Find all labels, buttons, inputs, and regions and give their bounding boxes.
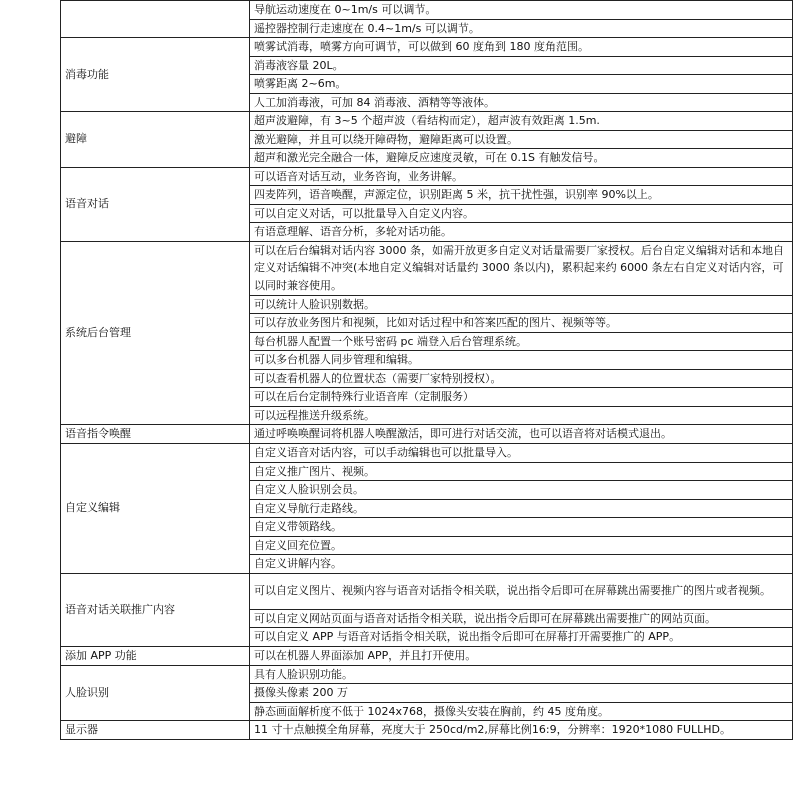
table-row — [61, 573, 793, 609]
spec-item-cell: 自定义人脸识别会员。 — [250, 481, 793, 500]
category-cell — [61, 1, 250, 38]
spec-item-cell: 可以自定义对话，可以批量导入自定义内容。 — [250, 204, 793, 223]
spec-item-cell: 可以远程推送升级系统。 — [250, 406, 793, 425]
category-cell: 显示器 — [61, 721, 250, 740]
spec-item-cell: 消毒液容量 20L。 — [250, 56, 793, 75]
category-cell: 添加 APP 功能 — [61, 646, 250, 665]
table-row — [61, 112, 793, 131]
spec-table — [60, 0, 793, 740]
table-row — [61, 646, 793, 665]
spec-item-cell: 通过呼唤唤醒词将机器人唤醒激活，即可进行对话交流，也可以语音将对话模式退出。 — [250, 425, 793, 444]
spec-item-cell: 可以语音对话互动，业务咨询，业务讲解。 — [250, 167, 793, 186]
spec-item-cell: 自定义推广图片、视频。 — [250, 462, 793, 481]
spec-item-cell: 可以在机器人界面添加 APP，并且打开使用。 — [250, 646, 793, 665]
spec-item-cell: 可以多台机器人同步管理和编辑。 — [250, 351, 793, 370]
spec-item-cell: 自定义讲解内容。 — [250, 555, 793, 574]
category-cell: 消毒功能 — [61, 38, 250, 112]
category-cell: 语音对话关联推广内容 — [61, 573, 250, 646]
spec-item-cell: 可以在后台编辑对话内容 3000 条，如需开放更多自定义对话量需要厂家授权。后台自定义编辑对话和本地自定义对话编辑不冲突(本地自定义编辑对话量约 3000 条以内)，累积起来约 6000 条左右自定义对话内容，可以同时兼容使用。 — [250, 241, 793, 295]
table-row — [61, 665, 793, 684]
spec-item-cell: 导航运动速度在 0~1m/s 可以调节。 — [250, 1, 793, 20]
spec-item-cell: 摄像头像素 200 万 — [250, 684, 793, 703]
spec-item-cell: 可以自定义网站页面与语音对话指令相关联，说出指令后即可在屏幕跳出需要推广的网站页面。 — [250, 609, 793, 628]
spec-item-cell: 遥控器控制行走速度在 0.4~1m/s 可以调节。 — [250, 19, 793, 38]
spec-item-cell: 自定义语音对话内容，可以手动编辑也可以批量导入。 — [250, 444, 793, 463]
spec-table-body — [61, 1, 793, 740]
spec-item-cell: 每台机器人配置一个账号密码 pc 端登入后台管理系统。 — [250, 332, 793, 351]
spec-item-cell: 超声波避障，有 3~5 个超声波（看结构而定），超声波有效距离 1.5m. — [250, 112, 793, 131]
spec-item-cell: 激光避障，并且可以绕开障碍物，避障距离可以设置。 — [250, 130, 793, 149]
spec-item-cell: 人工加消毒液，可加 84 消毒液、酒精等等液体。 — [250, 93, 793, 112]
spec-item-cell: 喷雾距离 2~6m。 — [250, 75, 793, 94]
table-row — [61, 444, 793, 463]
category-cell: 人脸识别 — [61, 665, 250, 721]
spec-item-cell: 四麦阵列，语音唤醒，声源定位，识别距离 5 米，抗干扰性强，识别率 90%以上。 — [250, 186, 793, 205]
spec-item-cell: 11 寸十点触摸全角屏幕，亮度大于 250cd/m2,屏幕比例16:9，分辨率：1920*1080 FULLHD。 — [250, 721, 793, 740]
table-row — [61, 167, 793, 186]
spec-item-cell: 具有人脸识别功能。 — [250, 665, 793, 684]
spec-item-cell: 可以查看机器人的位置状态（需要厂家特别授权）。 — [250, 369, 793, 388]
spec-item-cell: 可以自定义图片、视频内容与语音对话指令相关联，说出指令后即可在屏幕跳出需要推广的图片或者视频。 — [250, 573, 793, 609]
table-row — [61, 721, 793, 740]
spec-item-cell: 可以自定义 APP 与语音对话指令相关联，说出指令后即可在屏幕打开需要推广的 APP。 — [250, 628, 793, 647]
category-cell: 系统后台管理 — [61, 241, 250, 425]
table-row — [61, 38, 793, 57]
spec-item-cell: 超声和激光完全融合一体，避障反应速度灵敏，可在 0.1S 有触发信号。 — [250, 149, 793, 168]
category-cell: 自定义编辑 — [61, 444, 250, 574]
category-cell: 语音对话 — [61, 167, 250, 241]
spec-item-cell: 可以在后台定制特殊行业语音库（定制服务） — [250, 388, 793, 407]
table-row — [61, 1, 793, 20]
table-row — [61, 425, 793, 444]
spec-item-cell: 喷雾试消毒，喷雾方向可调节，可以做到 60 度角到 180 度角范围。 — [250, 38, 793, 57]
spec-item-cell: 自定义带领路线。 — [250, 518, 793, 537]
spec-item-cell: 自定义导航行走路线。 — [250, 499, 793, 518]
category-cell: 避障 — [61, 112, 250, 168]
category-cell: 语音指令唤醒 — [61, 425, 250, 444]
spec-item-cell: 自定义回充位置。 — [250, 536, 793, 555]
spec-item-cell: 静态画面解析度不低于 1024x768，摄像头安装在胸前，约 45 度角度。 — [250, 702, 793, 721]
spec-item-cell: 可以存放业务图片和视频，比如对话过程中和答案匹配的图片、视频等等。 — [250, 314, 793, 333]
spec-item-cell: 有语意理解、语音分析，多轮对话功能。 — [250, 223, 793, 242]
table-row — [61, 241, 793, 295]
spec-item-cell: 可以统计人脸识别数据。 — [250, 295, 793, 314]
